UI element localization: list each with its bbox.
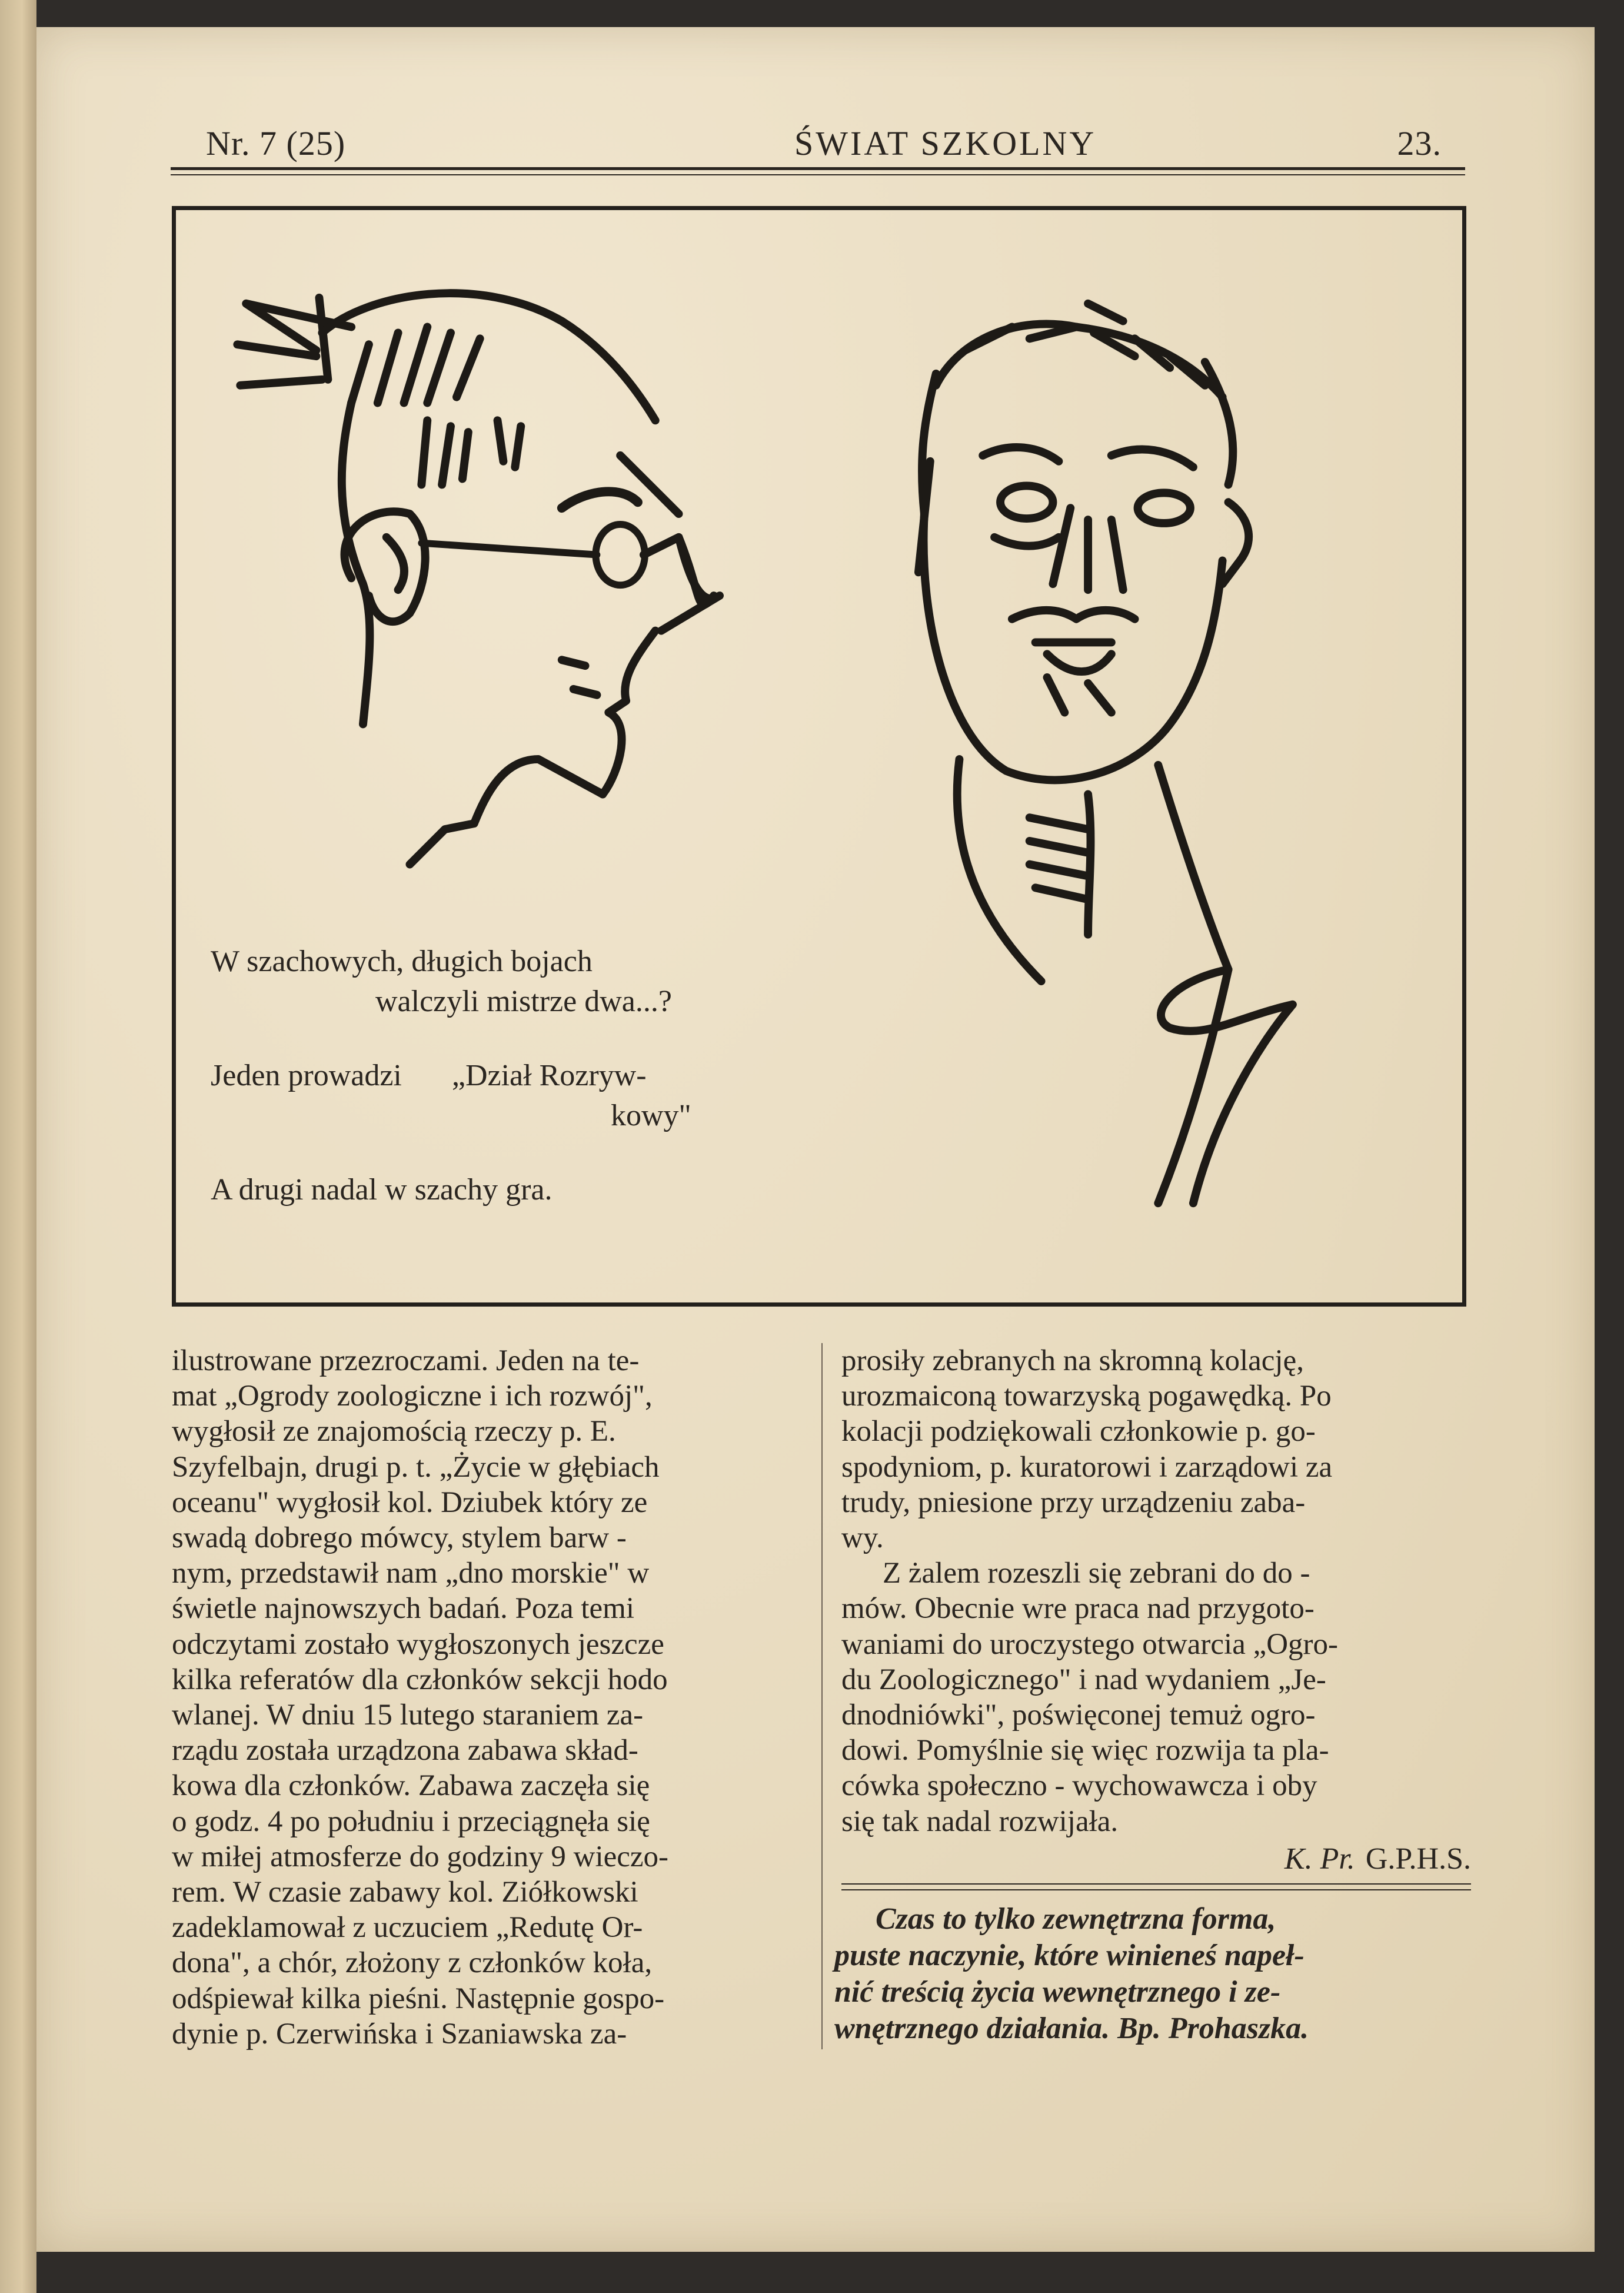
article-signature <box>841 1842 1471 1877</box>
magazine-title: ŚWIAT SZKOLNY <box>794 124 1097 162</box>
running-header <box>171 124 1465 165</box>
text-line: wy. <box>841 1521 884 1555</box>
article-column-right <box>841 1343 1471 1877</box>
quote-line: wnętrznego działania. Bp. Prohaszka. <box>834 2012 1309 2045</box>
signature-initials: K. Pr. <box>1284 1842 1355 1876</box>
text-line: spodyniom, p. kuratorowi i zarządowi za <box>841 1450 1333 1484</box>
poem-line: walczyli mistrze dwa...? <box>375 985 672 1018</box>
text-line: ilustrowane przezroczami. Jeden na te- <box>172 1344 640 1377</box>
text-line: odczytami zostało wygłoszonych jeszcze <box>172 1627 664 1661</box>
text-line: rem. W czasie zabawy kol. Ziółkowski <box>172 1876 638 1909</box>
article-column-left <box>172 1343 801 2052</box>
text-line: du Zoologicznego" i nad wydaniem „Je- <box>841 1663 1326 1696</box>
text-line: świetle najnowszych badań. Poza temi <box>172 1592 635 1626</box>
poem-line-part: Jeden prowadzi <box>211 1059 402 1092</box>
text-line: cówka społeczno - wychowawcza i oby <box>841 1769 1317 1803</box>
text-line: Z żalem rozeszli się zebrani do do - <box>883 1557 1310 1590</box>
text-line: Szyfelbajn, drugi p. t. „Życie w głębiach <box>172 1450 660 1484</box>
text-line: trudy, pniesione przy urządzeniu zaba- <box>841 1486 1306 1519</box>
profile-head-with-glasses <box>237 293 720 864</box>
text-line: wygłosił ze znajomością rzeczy p. E. <box>172 1415 616 1448</box>
text-line: dnodniówki", poświęconej temuż ogro- <box>841 1699 1316 1732</box>
text-line: oceanu" wygłosił kol. Dziubek który ze <box>172 1486 648 1519</box>
issue-number: Nr. 7 (25) <box>206 124 346 162</box>
text-line: mat „Ogrody zoologiczne i ich rozwój", <box>172 1380 653 1413</box>
text-line: waniami do uroczystego otwarcia „Ogro- <box>841 1627 1339 1661</box>
poem-line <box>211 1056 799 1096</box>
quote-rule <box>841 1883 1471 1885</box>
caption-poem <box>211 942 799 1210</box>
motto-quote <box>834 1901 1473 2047</box>
column-divider <box>821 1343 823 2049</box>
front-face-portrait <box>919 304 1293 1203</box>
poem-line-part: „Dział Rozryw- <box>451 1059 647 1092</box>
text-line: w miłej atmosferze do godziny 9 wieczo- <box>172 1840 669 1873</box>
text-line: o godz. 4 po południu i przeciągnęła się <box>172 1805 650 1838</box>
text-line: się tak nadal rozwijała. <box>841 1805 1119 1838</box>
header-rule <box>171 167 1465 170</box>
text-line: urozmaiconą towarzyską pogawędką. Po <box>841 1380 1332 1413</box>
poem-line: W szachowych, długich bojach <box>211 945 593 978</box>
text-line: odśpiewał kilka pieśni. Następnie gospo- <box>172 1982 665 2015</box>
text-line: zadeklamował z uczuciem „Redutę Or- <box>172 1911 643 1945</box>
poem-line: A drugi nadal w szachy gra. <box>211 1173 553 1207</box>
previous-page-edge <box>0 0 36 2293</box>
text-line: kilka referatów dla członków sekcji hodo <box>172 1663 668 1696</box>
quote-line: puste naczynie, które winieneś napeł- <box>834 1939 1304 1972</box>
text-line: prosiły zebranych na skromną kolację, <box>841 1344 1304 1377</box>
signature-organization: G.P.H.S. <box>1365 1842 1471 1876</box>
header-rule-thin <box>171 174 1465 175</box>
text-line: wlanej. W dniu 15 lutego staraniem za- <box>172 1699 644 1732</box>
text-line: rządu została urządzona zabawa skład- <box>172 1734 638 1767</box>
poem-line: kowy" <box>611 1099 691 1132</box>
text-line: mów. Obecnie wre praca nad przygoto- <box>841 1592 1314 1626</box>
text-line: swadą dobrego mówcy, stylem barw - <box>172 1521 627 1555</box>
text-line: nym, przedstawił nam „dno morskie" w <box>172 1557 650 1590</box>
text-line: dowi. Pomyślnie się więc rozwija ta pla- <box>841 1734 1329 1767</box>
text-line: kolacji podziękowali członkowie p. go- <box>841 1415 1316 1448</box>
quote-rule <box>841 1889 1471 1890</box>
quote-line: nić treścią życia wewnętrznego i ze- <box>834 1975 1281 2009</box>
text-line: dynie p. Czerwińska i Szaniawska za- <box>172 2017 627 2051</box>
text-line: dona", a chór, złożony z członków koła, <box>172 1946 653 1980</box>
page-number: 23. <box>1397 124 1442 162</box>
quote-line: Czas to tylko zewnętrzna forma, <box>876 1902 1276 1936</box>
text-line: kowa dla członków. Zabawa zaczęła się <box>172 1769 650 1803</box>
